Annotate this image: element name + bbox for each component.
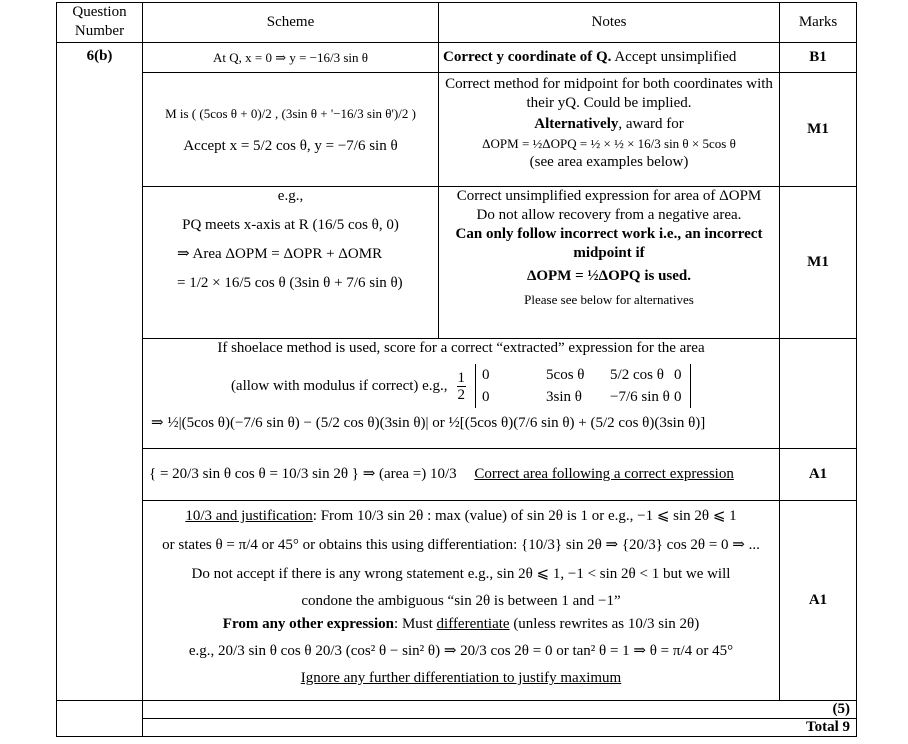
row-a1-justification [57, 501, 857, 701]
mark-b1: B1 [780, 43, 857, 73]
notes-midpoint-alt-bold: Alternatively [534, 116, 619, 132]
scheme-area-eg: e.g., [277, 188, 304, 204]
matrix-top-2: 5/2 cos θ [610, 367, 664, 383]
matrix-top-1: 5cos θ [546, 367, 585, 383]
row-b1 [57, 43, 857, 73]
justification-line5-c: differentiate [436, 616, 510, 632]
notes-area-2: Do not allow recovery from a negative area. [476, 207, 742, 223]
scheme-midpoint-m: M is ( (5cos θ + 0)/2 , (3sin θ + '−16/3 sin θ')/2 ) [165, 105, 416, 121]
notes-cell-area [439, 187, 780, 339]
justification-line5-b: : Must [394, 616, 437, 632]
notes-area-1: Correct unsimplified expression for area of ΔOPM [456, 188, 762, 204]
matrix-bottom-1: 3sin θ [546, 389, 582, 405]
row-subtotal [57, 701, 857, 719]
shoelace-half: $\frac{1}{2}$ [457, 369, 466, 403]
notes-midpoint-alt-rest: , award for [618, 116, 684, 132]
scheme-cell-area [143, 187, 439, 339]
question-number-header: Question Number [57, 3, 143, 43]
scheme-cell-midpoint [143, 73, 439, 187]
area-notes: Correct area following a correct expression [474, 466, 734, 482]
mark-m1-midpoint: M1 [780, 73, 857, 187]
mark-scheme-table [56, 2, 857, 737]
notes-midpoint-1: Correct method for midpoint for both coordinates with their yQ. Could be implied. [445, 76, 773, 111]
header-row [57, 3, 857, 43]
row-a1-area [57, 449, 857, 501]
scheme-area-pq: PQ meets x-axis at R (16/5 cos θ, 0) [182, 217, 399, 233]
matrix-bottom-3: 0 [674, 389, 682, 405]
subtotal-mark: (5) [832, 701, 850, 717]
scheme-b1-text: At Q, x = 0 ⇒ y = −16/3 sin θ [212, 49, 369, 65]
notes-area-5: Please see below for alternatives [524, 292, 694, 307]
justification-line2: or states θ = π/4 or 45° or obtains this using differentiation: {10/3} sin 2θ ⇒ {20/3} cos 2θ = 0 ⇒ ... [162, 537, 760, 553]
shoelace-matrix [475, 364, 691, 408]
notes-midpoint-alt-formula: ΔOPM = ½ΔOPQ = ½ × ½ × 16/3 sin θ × 5cos θ [482, 136, 736, 151]
scheme-area-sum: ⇒ Area ΔOPM = ΔOPR + ΔOMR [177, 246, 383, 262]
mark-a1-justification: A1 [780, 501, 857, 701]
notes-cell-b1 [439, 43, 780, 73]
justification-line3: Do not accept if there is any wrong statement e.g., sin 2θ ⩽ 1, −1 < sin 2θ < 1 but we will [191, 566, 731, 582]
justification-line6: e.g., 20/3 sin θ cos θ 20/3 (cos² θ − sin² θ) ⇒ 20/3 cos 2θ = 0 or tan² θ = 1 ⇒ θ = π/4 or 45° [188, 643, 734, 659]
justification-line4: condone the ambiguous “sin 2θ is between 1 and −1” [301, 593, 621, 609]
scheme-cell-b1 [143, 43, 439, 73]
total-empty-q [57, 719, 143, 737]
shoelace-line1: If shoelace method is used, score for a correct “extracted” expression for the area [217, 340, 705, 356]
shoelace-line3: ⇒ ½|(5cos θ)(−7/6 sin θ) − (5/2 cos θ)(3sin θ)| or ½[(5cos θ)(7/6 sin θ) + (5/2 cos θ)(3sin θ)] [151, 415, 706, 431]
area-scheme: { = 20/3 sin θ cos θ = 10/3 sin 2θ } ⇒ (area =) 10/3 [149, 466, 457, 482]
notes-b1-bold: Correct y coordinate of Q. [443, 49, 612, 65]
scheme-midpoint-accept: Accept x = 5/2 cos θ, y = −7/6 sin θ [183, 137, 398, 154]
shoelace-line2: (allow with modulus if correct) e.g., [230, 377, 448, 394]
shoelace-cell [143, 339, 780, 449]
mark-shoelace-empty [780, 339, 857, 449]
notes-b1-rest: Accept unsimplified [611, 49, 737, 65]
notes-area-3: Can only follow incorrect work i.e., an incorrect midpoint if [455, 226, 763, 261]
scheme-header: Scheme [143, 3, 439, 43]
row-m1-midpoint [57, 73, 857, 187]
justification-line7: Ignore any further differentiation to justify maximum [300, 670, 622, 686]
notes-cell-midpoint [439, 73, 780, 187]
subtotal-cell [143, 701, 857, 719]
area-cell [143, 449, 780, 501]
justification-cell [143, 501, 780, 701]
subtotal-empty-q [57, 701, 143, 719]
total-cell [143, 719, 857, 737]
notes-midpoint-see: (see area examples below) [529, 154, 689, 170]
question-number: 6(b) [57, 43, 143, 701]
justification-line1-a: 10/3 and justification [185, 508, 313, 524]
row-shoelace [57, 339, 857, 449]
marks-header: Marks [780, 3, 857, 43]
justification-line1-b: : From 10/3 sin 2θ : max (value) of sin 2θ is 1 or e.g., −1 ⩽ sin 2θ ⩽ 1 [312, 508, 737, 524]
row-m1-area [57, 187, 857, 339]
notes-header: Notes [439, 3, 780, 43]
matrix-top-0: 0 [482, 367, 490, 383]
scheme-area-calc: = 1/2 × 16/5 cos θ (3sin θ + 7/6 sin θ) [177, 275, 403, 291]
matrix-top-3: 0 [674, 367, 682, 383]
total-mark: Total 9 [805, 719, 850, 735]
notes-area-4: ΔOPM = ½ΔOPQ is used. [526, 268, 692, 284]
matrix-bottom-0: 0 [482, 389, 490, 405]
mark-a1-area: A1 [780, 449, 857, 501]
matrix-bottom-2: −7/6 sin θ [610, 389, 670, 405]
justification-line5-d: (unless rewrites as 10/3 sin 2θ) [509, 616, 700, 632]
mark-m1-area: M1 [780, 187, 857, 339]
row-total [57, 719, 857, 737]
justification-line5-a: From any other expression [222, 616, 395, 632]
